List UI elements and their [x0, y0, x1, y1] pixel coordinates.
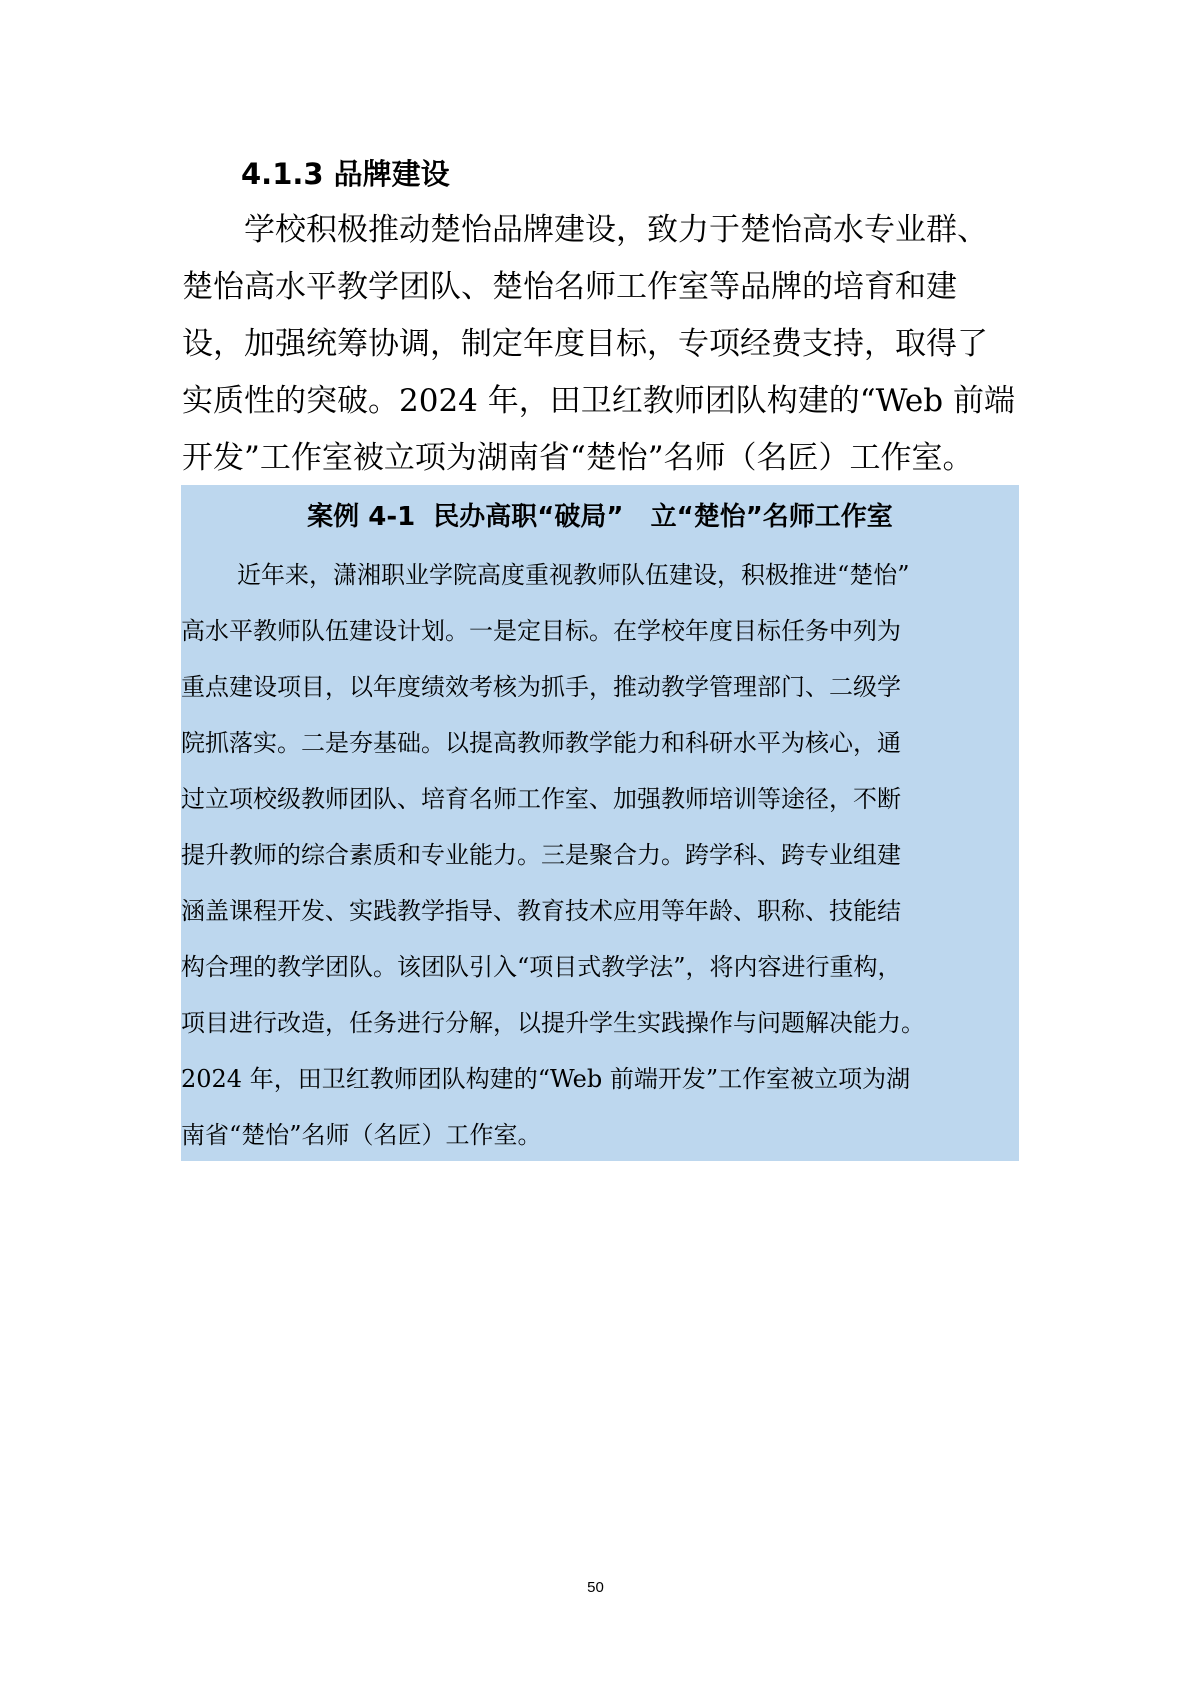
case-line-5: 过立项校级教师团队、培育名师工作室、加强教师培训等途径，不断 [181, 785, 901, 813]
case-line-3: 重点建设项目，以年度绩效考核为抓手，推动教学管理部门、二级学 [181, 673, 901, 701]
page-number: 50 [587, 1579, 604, 1596]
body-line-2: 楚怡高水平教学团队、楚怡名师工作室等品牌的培育和建 [182, 269, 957, 305]
case-title: 案例 4-1 民办高职“破局” 立“楚怡”名师工作室 [307, 502, 893, 532]
case-line-2: 高水平教师队伍建设计划。一是定目标。在学校年度目标任务中列为 [181, 617, 901, 645]
case-line-11: 南省“楚怡”名师（名匠）工作室。 [181, 1121, 542, 1149]
case-line-8: 构合理的教学团队。该团队引入“项目式教学法”，将内容进行重构， [181, 953, 902, 981]
case-line-6: 提升教师的综合素质和专业能力。三是聚合力。跨学科、跨专业组建 [181, 841, 901, 869]
case-line-7: 涵盖课程开发、实践教学指导、教育技术应用等年龄、职称、技能结 [181, 897, 901, 925]
body-line-4: 实质性的突破。2024 年，田卫红教师团队构建的“Web 前端 [182, 383, 1015, 419]
case-line-4: 院抓落实。二是夯基础。以提高教师教学能力和科研水平为核心，通 [181, 729, 901, 757]
body-line-3: 设，加强统筹协调，制定年度目标，专项经费支持，取得了 [182, 326, 988, 362]
body-line-5: 开发”工作室被立项为湖南省“楚怡”名师（名匠）工作室。 [182, 440, 974, 476]
case-line-10: 2024 年，田卫红教师团队构建的“Web 前端开发”工作室被立项为湖 [181, 1065, 911, 1093]
body-line-1: 学校积极推动楚怡品牌建设，致力于楚怡高水专业群、 [244, 212, 988, 248]
case-study-box [181, 485, 1019, 1161]
case-line-9: 项目进行改造，任务进行分解，以提升学生实践操作与问题解决能力。 [181, 1009, 925, 1037]
section-heading: 4.1.3 品牌建设 [241, 157, 450, 191]
case-line-1: 近年来，潇湘职业学院高度重视教师队伍建设，积极推进“楚怡” [237, 561, 910, 589]
